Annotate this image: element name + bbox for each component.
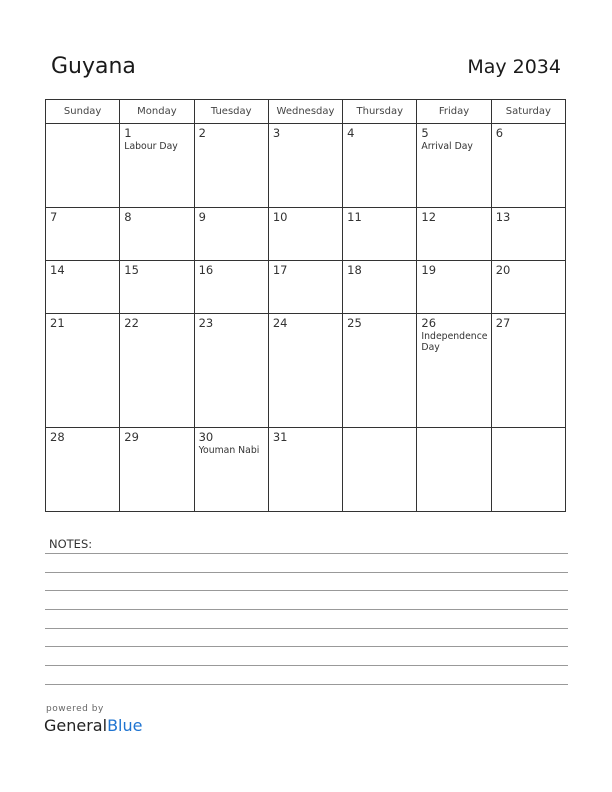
brand-blue: Blue <box>107 716 143 735</box>
day-number: 26 <box>421 316 437 331</box>
day-number: 12 <box>421 210 437 225</box>
week-row <box>46 208 566 261</box>
day-cell <box>491 261 565 314</box>
weekday-header-row <box>46 100 566 124</box>
day-number: 29 <box>124 429 139 444</box>
week-row <box>46 427 566 512</box>
day-cell <box>194 208 268 261</box>
day-number: 16 <box>198 263 214 278</box>
calendar-body <box>46 124 566 512</box>
day-number: 30 <box>198 429 214 444</box>
day-number: 10 <box>272 210 288 225</box>
day-cell <box>194 314 268 427</box>
day-number: 2 <box>198 126 206 140</box>
weekday-sunday: Sunday <box>46 100 120 124</box>
note-line <box>45 553 568 554</box>
day-number: 15 <box>124 263 139 278</box>
day-number: 14 <box>50 263 65 278</box>
note-line <box>45 628 568 629</box>
day-number: 1 <box>124 126 132 140</box>
day-cell <box>343 124 417 208</box>
day-cell <box>491 208 565 261</box>
day-number: 9 <box>198 210 206 225</box>
week-row <box>46 314 566 427</box>
day-cell <box>417 427 491 512</box>
day-number: 22 <box>124 316 139 331</box>
weekday-saturday: Saturday <box>491 100 565 124</box>
weekday-tuesday: Tuesday <box>194 100 268 124</box>
day-cell <box>343 208 417 261</box>
week-row <box>46 261 566 314</box>
weekday-friday: Friday <box>417 100 491 124</box>
weekday-monday: Monday <box>120 100 194 124</box>
day-cell <box>343 314 417 427</box>
day-cell <box>46 208 120 261</box>
day-cell <box>120 261 194 314</box>
day-cell <box>491 314 565 427</box>
brand-general: General <box>44 716 108 735</box>
day-number: 21 <box>50 316 65 331</box>
day-number: 18 <box>347 263 362 278</box>
day-cell <box>268 124 342 208</box>
note-line <box>45 684 568 685</box>
day-number: 25 <box>347 316 362 331</box>
day-cell <box>46 314 120 427</box>
day-cell <box>268 314 342 427</box>
day-cell <box>417 208 491 261</box>
holiday-label: Independence Day <box>421 331 488 354</box>
note-line <box>45 665 568 666</box>
day-number: 6 <box>495 126 504 140</box>
day-cell <box>194 261 268 314</box>
day-cell <box>343 427 417 512</box>
holiday-label: Labour Day <box>124 141 178 152</box>
brand-logo <box>44 716 142 735</box>
powered-by-text: powered by <box>46 704 104 714</box>
day-cell <box>120 427 194 512</box>
calendar-grid <box>45 99 566 512</box>
country-title: Guyana <box>51 54 136 79</box>
day-number: 13 <box>495 210 511 225</box>
day-number: 5 <box>421 126 429 140</box>
week-row <box>46 124 566 208</box>
note-line <box>45 572 568 573</box>
day-cell <box>194 427 268 512</box>
day-number: 4 <box>347 126 355 140</box>
day-number: 3 <box>272 126 281 140</box>
day-cell <box>268 261 342 314</box>
holiday-label: Youman Nabi <box>198 444 260 456</box>
day-cell <box>120 208 194 261</box>
day-number: 8 <box>124 210 132 225</box>
day-cell <box>343 261 417 314</box>
day-number: 24 <box>272 316 288 331</box>
day-number: 7 <box>50 210 58 225</box>
note-line <box>45 590 568 591</box>
weekday-thursday: Thursday <box>343 100 417 124</box>
day-number: 11 <box>347 210 362 225</box>
note-line <box>45 646 568 647</box>
month-title: May 2034 <box>467 56 561 78</box>
day-number: 19 <box>421 263 437 278</box>
day-cell <box>120 124 194 208</box>
day-number: 20 <box>495 263 511 278</box>
weekday-wednesday: Wednesday <box>268 100 342 124</box>
day-cell <box>120 314 194 427</box>
day-number: 27 <box>495 316 511 331</box>
day-number: 23 <box>198 316 214 331</box>
day-number: 17 <box>272 263 288 278</box>
day-cell <box>46 261 120 314</box>
day-cell <box>491 124 565 208</box>
holiday-label: Arrival Day <box>421 141 473 152</box>
day-cell <box>417 261 491 314</box>
day-cell <box>46 427 120 512</box>
day-cell <box>268 208 342 261</box>
day-cell <box>194 124 268 208</box>
day-number: 31 <box>272 429 288 444</box>
day-cell <box>46 124 120 208</box>
note-line <box>45 609 568 610</box>
day-cell <box>268 427 342 512</box>
day-cell <box>417 314 491 427</box>
day-number: 28 <box>50 429 65 444</box>
day-cell <box>417 124 491 208</box>
day-cell <box>491 427 565 512</box>
notes-label: NOTES: <box>49 537 93 551</box>
